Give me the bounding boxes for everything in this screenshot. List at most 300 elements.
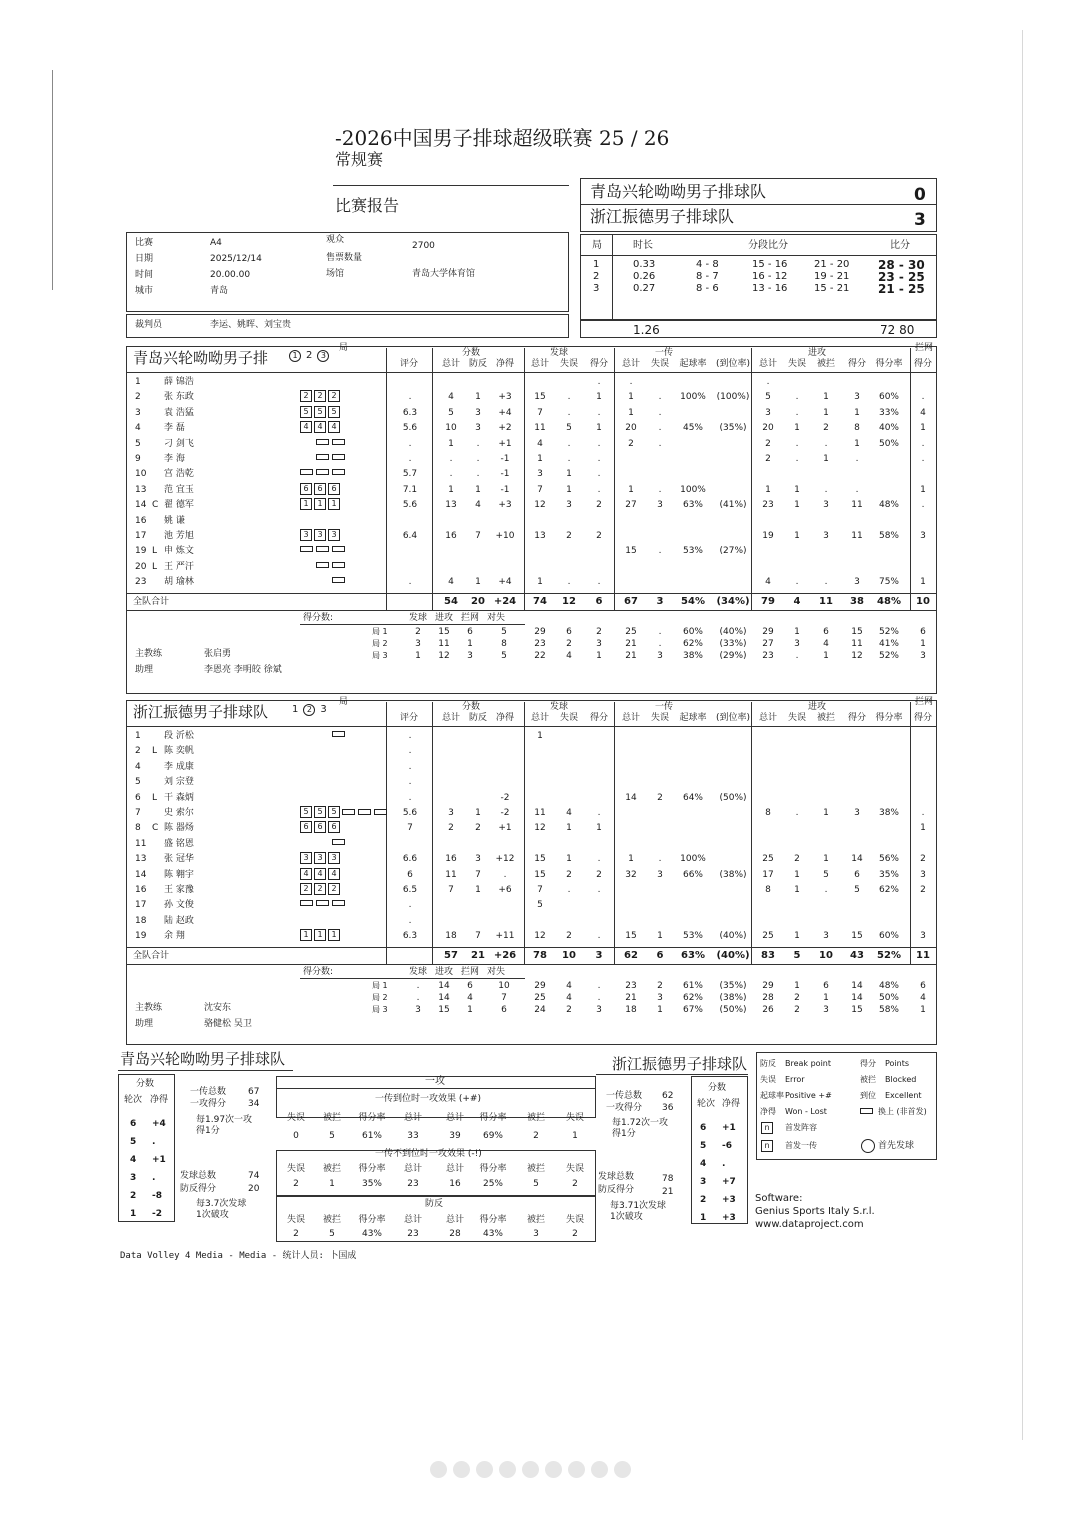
summary-val: 35% xyxy=(361,1179,382,1189)
points-from-col: 发球 xyxy=(408,612,427,623)
set-stat: 52% xyxy=(878,626,899,637)
coach-label: 主教练 xyxy=(135,648,163,659)
player-stat: 12 xyxy=(534,500,546,511)
player-stat: -1 xyxy=(500,469,510,480)
player-stat: 1 xyxy=(566,854,572,865)
match-label: 比赛 xyxy=(135,238,154,248)
team-name: 浙江振德男子排球队 xyxy=(133,703,269,721)
player-stat: (38%) xyxy=(719,869,747,880)
player-number: 9 xyxy=(135,454,141,464)
player-stat: 3 xyxy=(920,931,926,942)
player-rating: 7.1 xyxy=(402,484,418,495)
player-stat: 3 xyxy=(475,854,481,865)
player-stat: 13 xyxy=(534,531,546,541)
set-stat: 4 xyxy=(823,638,829,649)
player-lineup xyxy=(300,883,342,896)
set-stat: 1 xyxy=(415,650,421,661)
col-header: 得分 xyxy=(913,713,932,723)
rotation-number: 5 xyxy=(700,1141,707,1151)
player-stat: 2 xyxy=(448,823,454,834)
player-stat: . xyxy=(597,484,601,495)
player-number: 13 xyxy=(135,484,147,495)
player-name: 翟 德军 xyxy=(164,500,194,511)
set-stat: 11 xyxy=(438,638,450,649)
player-stat: 5 xyxy=(854,885,860,895)
player-number: 20 xyxy=(135,561,147,572)
player-rating: . xyxy=(408,731,412,741)
player-stat: 7 xyxy=(475,869,481,880)
col-set: 局 xyxy=(592,240,602,251)
player-stat: 1 xyxy=(854,407,860,418)
player-number: 17 xyxy=(135,531,147,541)
lineup-position: 6 xyxy=(300,821,312,833)
col-header: 总计 xyxy=(621,359,640,369)
stage-label: 常规赛 xyxy=(335,150,384,169)
player-stat: 8 xyxy=(765,808,771,818)
player-stat: . xyxy=(567,885,571,895)
set-row-label: 局 2 xyxy=(372,638,388,648)
col-attack: 进攻 xyxy=(808,348,827,358)
set-stat: 3 xyxy=(415,638,421,649)
team-total: 62 xyxy=(624,949,638,961)
player-stat: 25 xyxy=(762,931,774,942)
lineup-position: 4 xyxy=(328,868,340,880)
player-stat: 3 xyxy=(823,500,829,511)
player-name: 余 翔 xyxy=(164,931,185,942)
substitution-mark xyxy=(332,439,345,445)
team-total-label: 全队合计 xyxy=(133,950,170,961)
venue-label: 场馆 xyxy=(326,269,345,279)
set-stat: 3 xyxy=(657,992,663,1003)
date-value: 2025/12/14 xyxy=(210,254,262,264)
summary-val: 2 xyxy=(572,1229,578,1239)
player-stat: 1 xyxy=(920,484,926,495)
col-header: 总计 xyxy=(758,713,777,723)
player-stat: 3 xyxy=(920,869,926,880)
set-stat: 1 xyxy=(920,638,926,649)
set-stat: 50% xyxy=(878,992,899,1003)
player-stat: 1 xyxy=(596,423,602,434)
player-stat: +10 xyxy=(495,531,515,541)
player-stat: . xyxy=(921,454,925,464)
col-header: 得分率 xyxy=(875,713,903,723)
player-lineup xyxy=(332,729,348,741)
lineup-position: 2 xyxy=(328,390,340,402)
player-stat: 100% xyxy=(680,854,706,865)
player-rating: . xyxy=(408,454,412,464)
team-total: 6 xyxy=(595,595,603,607)
player-stat: 1 xyxy=(628,407,634,418)
player-name: 史 索尔 xyxy=(164,808,194,818)
substitution-mark xyxy=(300,469,313,475)
lineup-position: 4 xyxy=(300,421,312,433)
set-stat: 5 xyxy=(501,650,507,661)
set-stat: 6 xyxy=(467,626,473,637)
city-label: 城市 xyxy=(135,286,154,296)
player-stat: 1 xyxy=(448,484,454,495)
page-indicator xyxy=(430,1461,637,1482)
player-rating: . xyxy=(408,746,412,757)
player-number: 8 xyxy=(135,823,141,834)
summary-col: 失误 xyxy=(286,1215,305,1225)
player-name: 袁 浩猛 xyxy=(164,407,194,418)
player-stat: 3 xyxy=(920,531,926,541)
substitution-mark xyxy=(316,469,329,475)
set-stat: . xyxy=(597,980,601,991)
player-role: L xyxy=(152,792,158,803)
set-score: 23 - 25 xyxy=(878,270,925,284)
coach-name: 沈安东 xyxy=(204,1002,232,1013)
player-number: 18 xyxy=(135,915,147,926)
spectators-value: 2700 xyxy=(412,241,435,251)
header-rule xyxy=(126,726,937,727)
set-stat: 62% xyxy=(682,992,703,1003)
set-stat: 18 xyxy=(625,1004,637,1015)
player-number: 1 xyxy=(135,731,141,741)
col-serve: 发球 xyxy=(550,348,569,358)
set-stat: 14 xyxy=(438,992,450,1003)
attack-pts: 34 xyxy=(248,1099,260,1109)
player-stat: (35%) xyxy=(719,423,747,434)
home-team-name: 青岛兴轮呦呦男子排球队 xyxy=(590,182,767,201)
col-block: 拦网 xyxy=(915,697,934,707)
player-stat: 1 xyxy=(794,500,800,511)
legend-term: 失误 xyxy=(760,1075,776,1084)
summary-val: 5 xyxy=(329,1131,335,1141)
set-stat: 23 xyxy=(534,638,546,649)
totals-rule xyxy=(126,593,937,594)
col-header: 失误 xyxy=(650,713,669,723)
player-lineup xyxy=(316,560,348,572)
player-number: 1 xyxy=(135,377,141,387)
substitution-mark xyxy=(332,731,345,737)
set-stat: 1 xyxy=(920,1004,926,1015)
player-name: 李 海 xyxy=(164,454,185,464)
set-stat: 14 xyxy=(851,992,863,1003)
player-stat: . xyxy=(658,423,662,434)
set-number: 3 xyxy=(593,283,600,294)
rotation-number: 5 xyxy=(130,1137,137,1147)
set-stat: (38%) xyxy=(719,992,747,1003)
player-stat: 7 xyxy=(537,885,543,895)
player-number: 13 xyxy=(135,854,147,865)
totals-rule xyxy=(126,947,937,948)
sideout-ratio: 得1分 xyxy=(612,1129,636,1139)
player-stat: (27%) xyxy=(719,546,747,557)
player-stat: 1 xyxy=(475,808,481,818)
time-label: 时间 xyxy=(135,270,154,280)
player-stat: 7 xyxy=(537,484,543,495)
player-stat: . xyxy=(476,438,480,449)
substitution-mark xyxy=(860,1108,873,1114)
partial-score: 16 - 12 xyxy=(752,271,788,282)
player-stat: . xyxy=(476,469,480,480)
software-label: Software: xyxy=(755,1193,803,1204)
col-header: 得分 xyxy=(847,713,866,723)
set-stat: 1 xyxy=(794,626,800,637)
player-rating: 6.4 xyxy=(402,531,418,541)
bp-label: 防反得分 xyxy=(598,1185,635,1195)
player-stat: 5 xyxy=(823,869,829,880)
team-total: 57 xyxy=(444,949,458,961)
rotation-net: +1 xyxy=(152,1155,166,1165)
set-stat: 4 xyxy=(920,992,926,1003)
player-stat: 3 xyxy=(537,469,543,480)
attack-pts: 36 xyxy=(662,1103,674,1113)
player-stat: 2 xyxy=(628,438,634,449)
assistant-names: 李恩亮 李明皎 徐斌 xyxy=(204,664,282,675)
player-stat: 14 xyxy=(851,854,863,865)
lineup-position: 5 xyxy=(300,806,312,818)
player-number: 10 xyxy=(135,469,147,480)
player-stat: 1 xyxy=(794,885,800,895)
player-name: 李 磊 xyxy=(164,423,185,434)
lineup-position: 3 xyxy=(328,529,340,541)
summary-val: 69% xyxy=(482,1131,503,1141)
partial-score: 15 - 16 xyxy=(752,259,788,270)
software-url: www.dataproject.com xyxy=(755,1219,864,1230)
player-stat: 45% xyxy=(682,423,703,434)
away-sets-won: 3 xyxy=(914,210,926,230)
player-rating: 6.6 xyxy=(402,854,418,865)
lineup-position: 1 xyxy=(314,498,326,510)
player-name: 张 冠华 xyxy=(164,854,194,865)
set-indicator: 2 xyxy=(306,350,313,361)
player-role: L xyxy=(152,546,158,557)
summary-col: 失误 xyxy=(286,1113,305,1123)
player-stat: 1 xyxy=(596,392,602,403)
player-stat: 2 xyxy=(794,854,800,865)
substitution-mark xyxy=(332,546,345,552)
col-score: 比分 xyxy=(890,240,910,251)
set-stat: 60% xyxy=(682,626,703,637)
team-total: 52% xyxy=(877,949,901,961)
set-stat: 21 xyxy=(625,650,637,661)
player-number: 16 xyxy=(135,515,147,526)
col-rating: 评分 xyxy=(400,713,419,723)
set-stat: 7 xyxy=(501,992,507,1003)
player-stat: 15 xyxy=(625,546,637,557)
set-row-label: 局 2 xyxy=(372,992,388,1002)
set-stat: 1 xyxy=(596,650,602,661)
player-rating: . xyxy=(408,777,412,788)
summary-col: 得分率 xyxy=(358,1164,386,1174)
set-row-label: 局 1 xyxy=(372,626,388,636)
player-stat: -2 xyxy=(500,808,510,818)
player-rating: . xyxy=(408,392,412,403)
player-stat: 4 xyxy=(566,808,572,818)
rule xyxy=(118,1070,293,1071)
player-stat: 2 xyxy=(566,931,572,942)
player-stat: 1 xyxy=(794,931,800,942)
set-indicator: 1 xyxy=(289,350,301,362)
player-stat: . xyxy=(597,407,601,418)
player-role: L xyxy=(152,561,158,572)
player-stat: 3 xyxy=(854,392,860,403)
player-rating: 5.7 xyxy=(402,469,418,480)
lineup-position: 1 xyxy=(328,498,340,510)
referees-box xyxy=(126,314,569,338)
sideout-ratio: 每1.97次一攻 xyxy=(196,1115,253,1125)
set-stat: 2 xyxy=(657,980,663,991)
pts-label: 分数 xyxy=(708,1083,727,1093)
set-indicators xyxy=(287,704,330,716)
player-lineup xyxy=(300,898,348,910)
summary-col: 得分率 xyxy=(479,1113,507,1123)
summary-col: 失误 xyxy=(565,1215,584,1225)
set-stat: 1 xyxy=(657,1004,663,1015)
col-set: 局 xyxy=(339,697,349,707)
player-stat: 1 xyxy=(794,484,800,495)
substitution-mark xyxy=(316,439,329,445)
substitution-mark xyxy=(300,900,313,906)
player-stat: 53% xyxy=(682,931,703,942)
rotation-number: 2 xyxy=(130,1191,137,1201)
player-number: 4 xyxy=(135,761,141,772)
player-stat: . xyxy=(629,377,633,387)
summary-val: 2 xyxy=(293,1229,299,1239)
set-number: 1 xyxy=(593,259,600,270)
set-stat: 6 xyxy=(501,1004,507,1015)
player-stat: 1 xyxy=(628,392,634,403)
player-lineup xyxy=(332,837,348,849)
col-reception: 一传 xyxy=(655,702,674,712)
team-total: 11 xyxy=(916,949,930,961)
col-reception: 一传 xyxy=(655,348,674,358)
col-header: 得分 xyxy=(913,359,932,369)
set-stat: 29 xyxy=(762,626,774,637)
player-rating: 6 xyxy=(407,869,413,880)
player-name: 胡 瑜林 xyxy=(164,577,194,588)
header-rule xyxy=(126,372,937,373)
sideout-ratio: 每1.72次一攻 xyxy=(612,1118,669,1128)
partial-score: 19 - 21 xyxy=(814,271,850,282)
lineup-position: 2 xyxy=(328,883,340,895)
legend-first-recv: 首发一传 xyxy=(785,1141,817,1150)
player-stat: 2 xyxy=(657,792,663,803)
player-stat: . xyxy=(597,454,601,464)
col-header: 起球率 xyxy=(679,713,707,723)
team-name: 青岛兴轮呦呦男子排 xyxy=(133,349,269,367)
player-number: 5 xyxy=(135,777,141,788)
player-stat: . xyxy=(567,454,571,464)
col-divider xyxy=(751,702,752,964)
player-number: 6 xyxy=(135,792,141,803)
set-indicator: 2 xyxy=(303,704,315,716)
set-duration: 0.27 xyxy=(633,283,656,294)
set-stat: 14 xyxy=(851,980,863,991)
substitution-mark xyxy=(316,454,329,460)
player-stat: 2 xyxy=(596,869,602,880)
set-stat: 23 xyxy=(625,980,637,991)
set-stat: 4 xyxy=(467,992,473,1003)
player-stat: 1 xyxy=(628,484,634,495)
col-divider xyxy=(386,702,387,964)
summary-col: 失误 xyxy=(565,1164,584,1174)
rotation-net: . xyxy=(152,1137,156,1147)
player-lineup xyxy=(316,437,348,449)
summary-col: 总计 xyxy=(445,1113,464,1123)
lineup-position: 1 xyxy=(314,929,326,941)
player-lineup xyxy=(300,483,342,496)
player-role: C xyxy=(152,500,159,511)
player-rating: . xyxy=(408,761,412,772)
substitution-mark xyxy=(332,562,345,568)
lineup-position: 5 xyxy=(328,406,340,418)
player-stat: . xyxy=(449,469,453,480)
col-header: 得分率 xyxy=(875,359,903,369)
player-stat: 2 xyxy=(475,823,481,834)
summary-away-team: 浙江振德男子排球队 xyxy=(612,1055,748,1073)
serve-total: 78 xyxy=(662,1174,674,1184)
player-stat: . xyxy=(567,577,571,588)
serve-total: 74 xyxy=(248,1171,260,1181)
set-stat: 3 xyxy=(596,638,602,649)
set-stat: 6 xyxy=(467,980,473,991)
coach-label: 主教练 xyxy=(135,1002,163,1013)
player-stat: . xyxy=(921,438,925,449)
player-stat: 5 xyxy=(448,407,454,418)
set-stat: 14 xyxy=(438,980,450,991)
player-stat: 2 xyxy=(920,854,926,865)
legend-first-serve: 首先发球 xyxy=(878,1141,915,1151)
set-stat: 15 xyxy=(851,626,863,637)
set-stat: 41% xyxy=(878,638,899,649)
player-lineup xyxy=(300,529,342,542)
player-stat: 60% xyxy=(878,931,899,942)
player-name: 池 芳旭 xyxy=(164,531,194,541)
player-stat: 1 xyxy=(537,577,543,588)
summary-val: 25% xyxy=(482,1179,503,1189)
player-number: 16 xyxy=(135,885,147,895)
team-total: +24 xyxy=(493,595,517,607)
player-stat: . xyxy=(597,931,601,942)
set-stat: 11 xyxy=(851,638,863,649)
player-stat: 53% xyxy=(682,546,703,557)
player-stat: . xyxy=(766,377,770,387)
set-stat: 2 xyxy=(596,626,602,637)
col-header: 失误 xyxy=(559,713,578,723)
set-stat: 23 xyxy=(762,650,774,661)
partial-score: 8 - 6 xyxy=(696,283,719,294)
player-stat: 20 xyxy=(762,423,774,434)
col-duration: 时长 xyxy=(633,240,653,251)
col-header: 防反 xyxy=(468,359,487,369)
team-total: 10 xyxy=(819,949,833,961)
player-rating: 6.5 xyxy=(402,885,418,895)
team-total: 54 xyxy=(444,595,458,607)
attack-pts-label: 一攻得分 xyxy=(190,1099,227,1109)
player-stat: 4 xyxy=(920,407,926,418)
team-total: 38 xyxy=(850,595,864,607)
partial-score: 13 - 16 xyxy=(752,283,788,294)
player-stat: +3 xyxy=(498,500,512,511)
set-stat: 2 xyxy=(566,638,572,649)
player-stat: 1 xyxy=(823,407,829,418)
player-stat: 1 xyxy=(823,454,829,464)
rule xyxy=(596,1074,748,1075)
home-sets-won: 0 xyxy=(914,185,926,205)
points-from-col: 进攻 xyxy=(434,966,453,977)
rotation-net: -6 xyxy=(722,1141,732,1151)
set-stat: . xyxy=(416,980,420,991)
team-total: 54% xyxy=(681,595,705,607)
team-total: 10 xyxy=(562,949,576,961)
team-total: 67 xyxy=(624,595,638,607)
team-total: (40%) xyxy=(716,949,750,961)
player-lineup xyxy=(300,806,390,819)
player-stat: 15 xyxy=(851,931,863,942)
